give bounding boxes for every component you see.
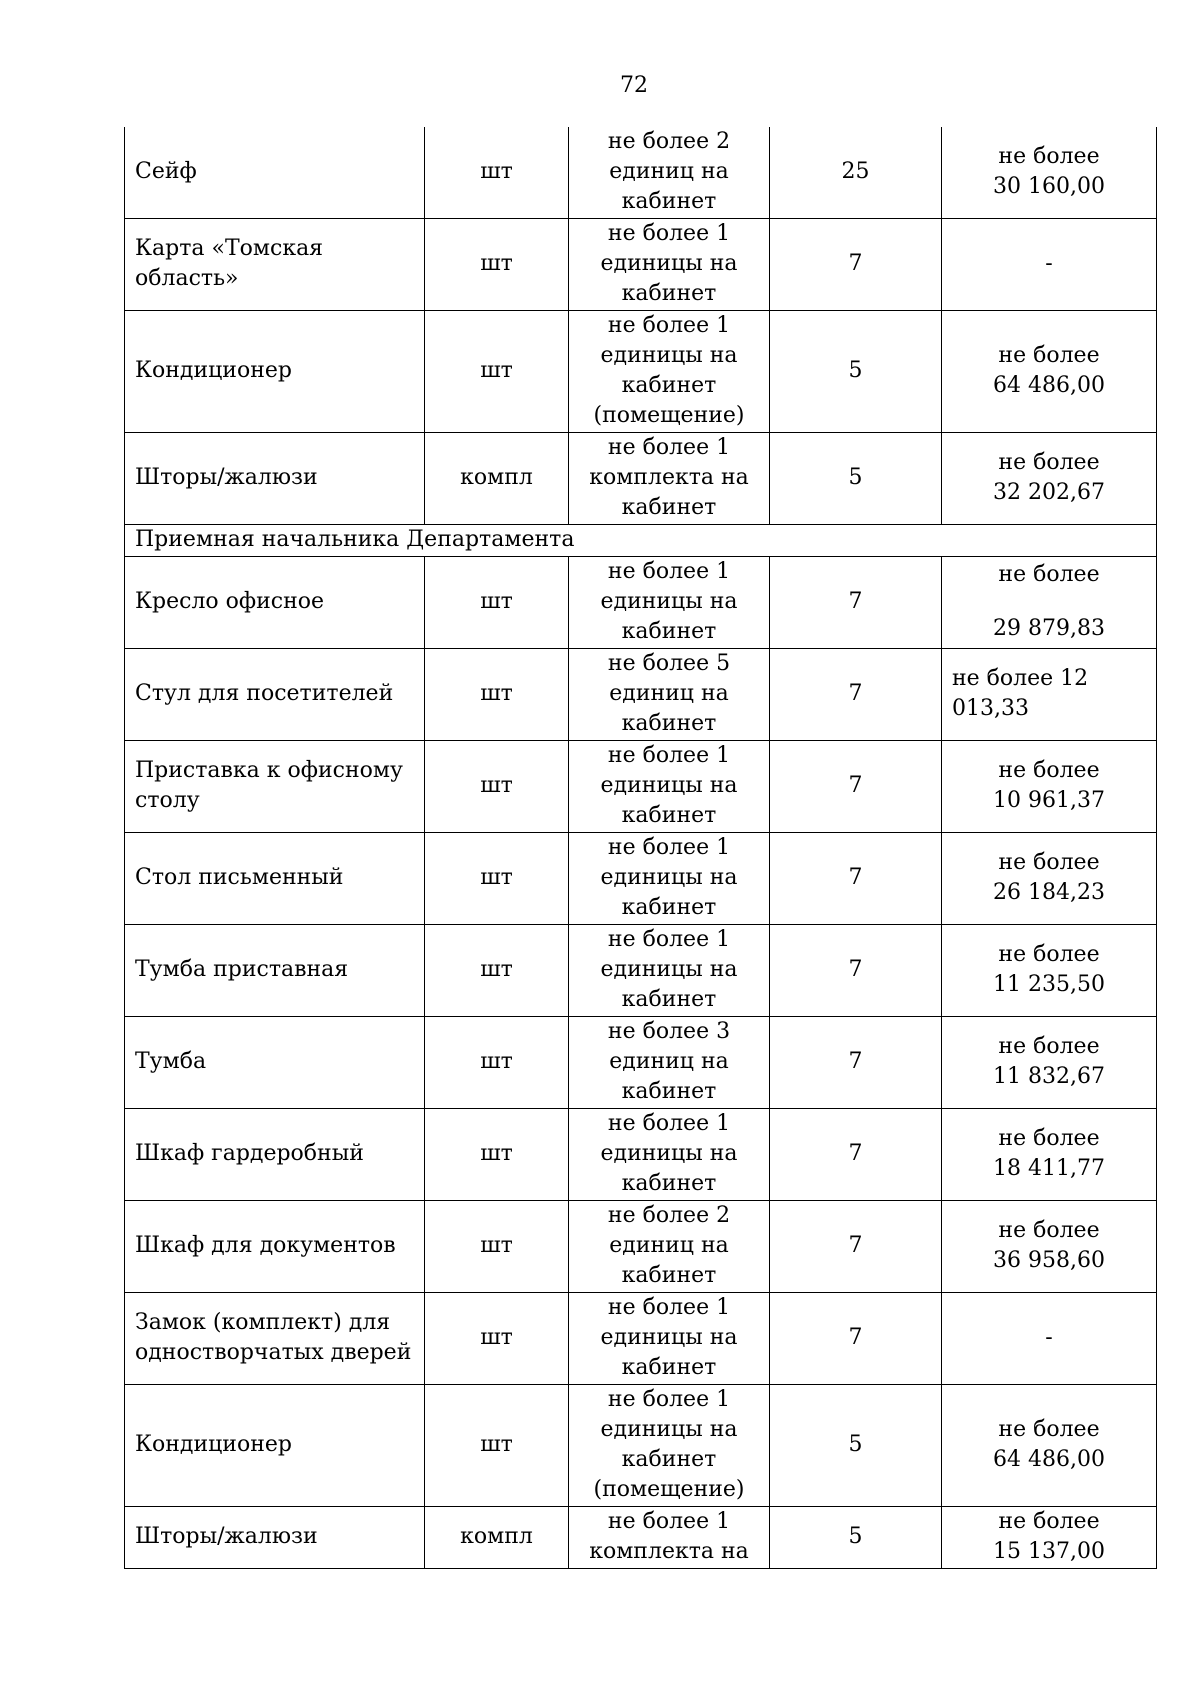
quantity-cell-text: не более 1 единицы на кабинет (помещение): [593, 1387, 745, 1502]
item-name-cell: [125, 924, 425, 1016]
item-name-cell-text: Стол письменный: [135, 865, 344, 890]
quantity-cell: [569, 1200, 770, 1292]
quantity-cell-text: не более 1 комплекта на кабинет: [589, 435, 749, 520]
term-cell: [770, 218, 942, 310]
term-cell: [770, 432, 942, 524]
item-name-cell: [125, 1506, 425, 1568]
unit-cell: [425, 832, 569, 924]
item-name-cell: [125, 1108, 425, 1200]
item-name-cell-text: Кондиционер: [135, 1432, 292, 1457]
item-name-cell: [125, 1016, 425, 1108]
unit-cell-text: шт: [480, 865, 513, 890]
unit-cell: [425, 740, 569, 832]
price-cell: [942, 556, 1157, 648]
unit-cell: [425, 924, 569, 1016]
table-row: [125, 1016, 1157, 1108]
table-row: [125, 1506, 1157, 1568]
table-row: [125, 218, 1157, 310]
price-cell: [942, 1108, 1157, 1200]
price-cell: [942, 924, 1157, 1016]
quantity-cell-text: не более 2 единиц на кабинет: [607, 1203, 731, 1288]
item-name-cell-text: Замок (комплект) для одностворчатых дверей: [135, 1310, 412, 1365]
term-cell-text: 7: [848, 681, 863, 706]
item-name-cell-text: Шкаф для документов: [135, 1233, 396, 1258]
term-cell: [770, 924, 942, 1016]
item-name-cell: [125, 556, 425, 648]
unit-cell: [425, 127, 569, 218]
item-name-cell-text: Шкаф гардеробный: [135, 1141, 364, 1166]
quantity-cell-text: не более 1 единицы на кабинет: [600, 743, 738, 828]
section-title: Приемная начальника Департамента: [125, 524, 1157, 556]
unit-cell-text: шт: [480, 1141, 513, 1166]
item-name-cell: [125, 1384, 425, 1506]
item-name-cell: [125, 1292, 425, 1384]
table-row: [125, 432, 1157, 524]
item-name-cell-text: Кресло офисное: [135, 589, 325, 614]
price-cell-text: не более 64 486,00: [993, 343, 1105, 398]
table-row: [125, 127, 1157, 218]
table-row: [125, 1108, 1157, 1200]
term-cell-text: 7: [848, 773, 863, 798]
unit-cell: [425, 310, 569, 432]
unit-cell: [425, 1016, 569, 1108]
price-cell-text: -: [1045, 251, 1053, 276]
price-cell: [942, 1200, 1157, 1292]
table-row: [125, 556, 1157, 648]
term-cell: [770, 740, 942, 832]
table-row: [125, 1384, 1157, 1506]
quantity-cell: [569, 924, 770, 1016]
quantity-cell-text: не более 5 единиц на кабинет: [607, 651, 731, 736]
term-cell: [770, 127, 942, 218]
quantity-cell: [569, 218, 770, 310]
price-cell-text: не более 18 411,77: [993, 1126, 1105, 1181]
item-name-cell: [125, 1200, 425, 1292]
price-cell-text: не более 64 486,00: [993, 1417, 1105, 1472]
quantity-cell-text: не более 1 единицы на кабинет: [600, 835, 738, 920]
unit-cell: [425, 432, 569, 524]
item-name-cell-text: Стул для посетителей: [135, 681, 394, 706]
quantity-cell: [569, 1292, 770, 1384]
item-name-cell-text: Шторы/жалюзи: [135, 1524, 318, 1549]
price-cell: [942, 832, 1157, 924]
quantity-cell-text: не более 1 единицы на кабинет: [600, 1111, 738, 1196]
quantity-cell: [569, 1016, 770, 1108]
unit-cell-text: шт: [480, 957, 513, 982]
price-cell: [942, 1506, 1157, 1568]
price-prefix-text: не более: [998, 562, 1100, 587]
term-cell: [770, 1016, 942, 1108]
item-name-cell-text: Кондиционер: [135, 358, 292, 383]
term-cell-text: 7: [848, 589, 863, 614]
price-cell-text: не более 36 958,60: [993, 1218, 1105, 1273]
price-cell-text: не более 30 160,00: [993, 144, 1105, 200]
price-cell-text: не более 32 202,67: [993, 450, 1105, 505]
unit-cell-text: шт: [480, 773, 513, 798]
item-name-cell: [125, 648, 425, 740]
price-cell: [942, 648, 1157, 740]
quantity-cell-text: не более 1 комплекта на: [589, 1509, 749, 1564]
item-name-cell-text: Сейф: [135, 159, 197, 185]
item-name-cell: [125, 740, 425, 832]
unit-cell-text: шт: [480, 1049, 513, 1074]
price-cell: [942, 127, 1157, 218]
quantity-cell-text: не более 1 единицы на кабинет: [600, 559, 738, 644]
quantity-cell: [569, 832, 770, 924]
item-name-cell-text: Карта «Томская область»: [135, 236, 324, 291]
item-name-cell: [125, 127, 425, 218]
term-cell-text: 5: [848, 358, 863, 383]
term-cell: [770, 556, 942, 648]
unit-cell-text: шт: [480, 1432, 513, 1457]
price-cell: [942, 432, 1157, 524]
price-cell-text: не более 26 184,23: [993, 850, 1105, 905]
term-cell-text: 7: [848, 1325, 863, 1350]
unit-cell-text: компл: [460, 465, 533, 490]
unit-cell-text: компл: [460, 1524, 533, 1549]
item-name-cell-text: Шторы/жалюзи: [135, 465, 318, 490]
term-cell-text: 7: [848, 251, 863, 276]
item-name-cell-text: Тумба: [135, 1049, 207, 1074]
quantity-cell: [569, 740, 770, 832]
term-cell-text: 25: [841, 159, 870, 185]
table-row: [125, 740, 1157, 832]
item-name-cell: [125, 218, 425, 310]
item-name-cell: [125, 310, 425, 432]
table-row: [125, 924, 1157, 1016]
quantity-cell: [569, 1384, 770, 1506]
price-cell-text: не более 11 235,50: [993, 942, 1105, 997]
quantity-cell-text: не более 1 единицы на кабинет: [600, 1295, 738, 1380]
item-name-cell: [125, 432, 425, 524]
term-cell-text: 5: [848, 1432, 863, 1457]
unit-cell-text: шт: [480, 1325, 513, 1350]
term-cell-text: 7: [848, 1049, 863, 1074]
page-number: 72: [620, 73, 648, 98]
quantity-cell-text: не более 3 единиц на кабинет: [607, 1019, 731, 1104]
unit-cell: [425, 556, 569, 648]
term-cell-text: 5: [848, 465, 863, 490]
unit-cell: [425, 1384, 569, 1506]
unit-cell: [425, 218, 569, 310]
quantity-cell: [569, 1108, 770, 1200]
unit-cell-text: шт: [480, 358, 513, 383]
table-row: [125, 310, 1157, 432]
term-cell: [770, 1108, 942, 1200]
term-cell: [770, 1292, 942, 1384]
term-cell-text: 7: [848, 865, 863, 890]
table-row: [125, 1200, 1157, 1292]
quantity-cell: [569, 310, 770, 432]
price-cell-text: -: [1045, 1325, 1053, 1350]
quantity-cell: [569, 127, 770, 218]
term-cell: [770, 310, 942, 432]
quantity-cell: [569, 648, 770, 740]
term-cell: [770, 1200, 942, 1292]
table-body: [125, 127, 1157, 1568]
term-cell: [770, 648, 942, 740]
price-cell: [942, 218, 1157, 310]
quantity-cell-text: не более 1 единицы на кабинет: [600, 927, 738, 1012]
price-cell: [942, 1016, 1157, 1108]
section-row: [125, 524, 1157, 556]
item-name-cell: [125, 832, 425, 924]
price-value-text: 29 879,83: [993, 616, 1105, 641]
term-cell-text: 7: [848, 957, 863, 982]
item-name-cell-text: Приставка к офисному столу: [135, 758, 403, 813]
price-cell-text: не более 10 961,37: [993, 758, 1105, 813]
quantity-cell: [569, 556, 770, 648]
quantity-cell-text: не более 1 единицы на кабинет (помещение): [593, 313, 745, 428]
price-cell: [942, 310, 1157, 432]
price-cell-text: не более 11 832,67: [993, 1034, 1105, 1089]
item-name-cell-text: Тумба приставная: [135, 957, 349, 982]
price-cell-text: не более 15 137,00: [993, 1509, 1105, 1564]
unit-cell: [425, 1506, 569, 1568]
table-row: [125, 832, 1157, 924]
unit-cell-text: шт: [480, 681, 513, 706]
quantity-cell-text: не более 1 единицы на кабинет: [600, 221, 738, 306]
term-cell-text: 5: [848, 1524, 863, 1549]
unit-cell: [425, 1108, 569, 1200]
price-cell: [942, 1292, 1157, 1384]
term-cell: [770, 1506, 942, 1568]
unit-cell: [425, 1200, 569, 1292]
price-cell: [942, 740, 1157, 832]
term-cell: [770, 832, 942, 924]
unit-cell-text: шт: [480, 589, 513, 614]
unit-cell-text: шт: [480, 251, 513, 276]
norms-table: [124, 127, 1157, 1569]
price-cell: [942, 1384, 1157, 1506]
unit-cell-text: шт: [480, 1233, 513, 1258]
table-row: [125, 1292, 1157, 1384]
quantity-cell: [569, 1506, 770, 1568]
unit-cell: [425, 1292, 569, 1384]
quantity-cell-text: не более 2 единиц на кабинет: [607, 129, 731, 215]
table-row: [125, 648, 1157, 740]
term-cell-text: 7: [848, 1233, 863, 1258]
quantity-cell: [569, 432, 770, 524]
term-cell-text: 7: [848, 1141, 863, 1166]
unit-cell-text: шт: [480, 159, 513, 185]
price-cell-text: не более 12 013,33: [952, 666, 1089, 721]
unit-cell: [425, 648, 569, 740]
term-cell: [770, 1384, 942, 1506]
